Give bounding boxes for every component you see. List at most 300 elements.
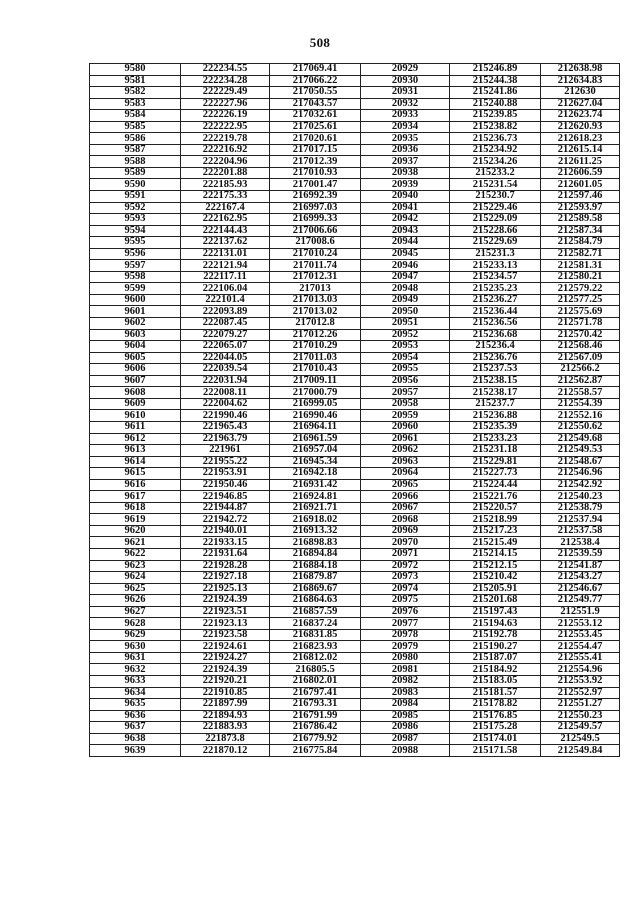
x-coordinate-cell: 215184.92 [450, 664, 541, 676]
point-id-cell: 20984 [361, 699, 450, 711]
table-row [90, 710, 620, 722]
y-coordinate-cell: 217012.8 [270, 318, 361, 330]
x-coordinate-cell: 222004.62 [181, 398, 270, 410]
y-coordinate-cell: 216957.04 [270, 445, 361, 457]
x-coordinate-cell: 222226.19 [181, 110, 270, 122]
table-row [90, 64, 620, 76]
point-id-cell: 9616 [90, 479, 181, 491]
point-id-cell: 20966 [361, 491, 450, 503]
point-id-cell: 20930 [361, 75, 450, 87]
x-coordinate-cell: 215210.42 [450, 572, 541, 584]
point-id-cell: 20949 [361, 294, 450, 306]
table-row [90, 641, 620, 653]
x-coordinate-cell: 215201.68 [450, 595, 541, 607]
point-id-cell: 9589 [90, 167, 181, 179]
point-id-cell: 20981 [361, 664, 450, 676]
y-coordinate-cell: 217050.55 [270, 87, 361, 99]
table-row [90, 491, 620, 503]
y-coordinate-cell: 216831.85 [270, 629, 361, 641]
table-row [90, 479, 620, 491]
point-id-cell: 9587 [90, 144, 181, 156]
point-id-cell: 20979 [361, 641, 450, 653]
point-id-cell: 20943 [361, 225, 450, 237]
y-coordinate-cell: 212546.67 [541, 583, 620, 595]
table-row [90, 214, 620, 226]
y-coordinate-cell: 217010.29 [270, 341, 361, 353]
y-coordinate-cell: 212551.27 [541, 699, 620, 711]
x-coordinate-cell: 221950.46 [181, 479, 270, 491]
point-id-cell: 9604 [90, 341, 181, 353]
y-coordinate-cell: 217069.41 [270, 64, 361, 76]
x-coordinate-cell: 215183.05 [450, 675, 541, 687]
x-coordinate-cell: 221924.39 [181, 664, 270, 676]
y-coordinate-cell: 216869.67 [270, 583, 361, 595]
point-id-cell: 9612 [90, 433, 181, 445]
y-coordinate-cell: 216779.92 [270, 733, 361, 745]
y-coordinate-cell: 212567.09 [541, 352, 620, 364]
x-coordinate-cell: 215238.15 [450, 375, 541, 387]
table-row [90, 306, 620, 318]
x-coordinate-cell: 215174.01 [450, 733, 541, 745]
y-coordinate-cell: 212568.46 [541, 341, 620, 353]
point-id-cell: 20969 [361, 525, 450, 537]
point-id-cell: 9626 [90, 595, 181, 607]
table-row [90, 456, 620, 468]
table-row [90, 629, 620, 641]
x-coordinate-cell: 215236.88 [450, 410, 541, 422]
x-coordinate-cell: 215244.38 [450, 75, 541, 87]
x-coordinate-cell: 222204.96 [181, 156, 270, 168]
y-coordinate-cell: 212548.67 [541, 456, 620, 468]
x-coordinate-cell: 215233.2 [450, 167, 541, 179]
x-coordinate-cell: 215229.09 [450, 214, 541, 226]
x-coordinate-cell: 221928.28 [181, 560, 270, 572]
point-id-cell: 20977 [361, 618, 450, 630]
x-coordinate-cell: 222039.54 [181, 364, 270, 376]
table-row [90, 583, 620, 595]
x-coordinate-cell: 222008.11 [181, 387, 270, 399]
x-coordinate-cell: 222101.4 [181, 294, 270, 306]
point-id-cell: 20946 [361, 260, 450, 272]
y-coordinate-cell: 217012.31 [270, 271, 361, 283]
x-coordinate-cell: 222219.78 [181, 133, 270, 145]
x-coordinate-cell: 222087.45 [181, 318, 270, 330]
x-coordinate-cell: 215233.23 [450, 433, 541, 445]
point-id-cell: 20934 [361, 121, 450, 133]
coordinate-table [89, 63, 620, 757]
x-coordinate-cell: 221933.15 [181, 537, 270, 549]
point-id-cell: 20980 [361, 652, 450, 664]
x-coordinate-cell: 222131.01 [181, 248, 270, 260]
point-id-cell: 9610 [90, 410, 181, 422]
point-id-cell: 20939 [361, 179, 450, 191]
x-coordinate-cell: 221924.27 [181, 652, 270, 664]
point-id-cell: 20936 [361, 144, 450, 156]
y-coordinate-cell: 216942.18 [270, 468, 361, 480]
point-id-cell: 9591 [90, 191, 181, 203]
table-row [90, 283, 620, 295]
y-coordinate-cell: 212584.79 [541, 237, 620, 249]
table-row [90, 618, 620, 630]
point-id-cell: 20932 [361, 98, 450, 110]
table-row [90, 87, 620, 99]
y-coordinate-cell: 216898.83 [270, 537, 361, 549]
table-row [90, 537, 620, 549]
x-coordinate-cell: 215241.86 [450, 87, 541, 99]
point-id-cell: 9608 [90, 387, 181, 399]
table-row [90, 375, 620, 387]
table-row [90, 387, 620, 399]
y-coordinate-cell: 212553.12 [541, 618, 620, 630]
x-coordinate-cell: 221955.22 [181, 456, 270, 468]
x-coordinate-cell: 215236.27 [450, 294, 541, 306]
y-coordinate-cell: 212539.59 [541, 548, 620, 560]
point-id-cell: 9614 [90, 456, 181, 468]
point-id-cell: 9632 [90, 664, 181, 676]
y-coordinate-cell: 212554.96 [541, 664, 620, 676]
x-coordinate-cell: 215234.57 [450, 271, 541, 283]
x-coordinate-cell: 221946.85 [181, 491, 270, 503]
x-coordinate-cell: 215229.69 [450, 237, 541, 249]
y-coordinate-cell: 216913.32 [270, 525, 361, 537]
x-coordinate-cell: 215239.85 [450, 110, 541, 122]
point-id-cell: 9634 [90, 687, 181, 699]
y-coordinate-cell: 212630 [541, 87, 620, 99]
y-coordinate-cell: 216823.93 [270, 641, 361, 653]
x-coordinate-cell: 222175.33 [181, 191, 270, 203]
table-row [90, 167, 620, 179]
x-coordinate-cell: 221944.87 [181, 502, 270, 514]
table-row [90, 595, 620, 607]
x-coordinate-cell: 215228.66 [450, 225, 541, 237]
point-id-cell: 9617 [90, 491, 181, 503]
x-coordinate-cell: 215229.46 [450, 202, 541, 214]
point-id-cell: 20959 [361, 410, 450, 422]
point-id-cell: 9594 [90, 225, 181, 237]
point-id-cell: 9598 [90, 271, 181, 283]
point-id-cell: 20942 [361, 214, 450, 226]
table-row [90, 237, 620, 249]
point-id-cell: 9588 [90, 156, 181, 168]
table-row [90, 514, 620, 526]
x-coordinate-cell: 221953.91 [181, 468, 270, 480]
x-coordinate-cell: 221927.18 [181, 572, 270, 584]
y-coordinate-cell: 212552.97 [541, 687, 620, 699]
y-coordinate-cell: 212615.14 [541, 144, 620, 156]
table-row [90, 745, 620, 757]
x-coordinate-cell: 215231.18 [450, 445, 541, 457]
point-id-cell: 9633 [90, 675, 181, 687]
x-coordinate-cell: 221924.61 [181, 641, 270, 653]
point-id-cell: 20956 [361, 375, 450, 387]
table-row [90, 398, 620, 410]
point-id-cell: 9581 [90, 75, 181, 87]
y-coordinate-cell: 216884.18 [270, 560, 361, 572]
x-coordinate-cell: 221942.72 [181, 514, 270, 526]
table-row [90, 664, 620, 676]
y-coordinate-cell: 212587.34 [541, 225, 620, 237]
x-coordinate-cell: 221894.93 [181, 710, 270, 722]
table-row [90, 652, 620, 664]
point-id-cell: 20948 [361, 283, 450, 295]
point-id-cell: 9590 [90, 179, 181, 191]
y-coordinate-cell: 212579.22 [541, 283, 620, 295]
point-id-cell: 20951 [361, 318, 450, 330]
y-coordinate-cell: 212549.77 [541, 595, 620, 607]
y-coordinate-cell: 212552.16 [541, 410, 620, 422]
y-coordinate-cell: 212627.04 [541, 98, 620, 110]
point-id-cell: 20941 [361, 202, 450, 214]
x-coordinate-cell: 221883.93 [181, 722, 270, 734]
point-id-cell: 20986 [361, 722, 450, 734]
x-coordinate-cell: 215235.39 [450, 421, 541, 433]
point-id-cell: 9585 [90, 121, 181, 133]
x-coordinate-cell: 221923.58 [181, 629, 270, 641]
x-coordinate-cell: 222185.93 [181, 179, 270, 191]
table-row [90, 722, 620, 734]
x-coordinate-cell: 222093.89 [181, 306, 270, 318]
table-row [90, 156, 620, 168]
point-id-cell: 20964 [361, 468, 450, 480]
y-coordinate-cell: 216786.42 [270, 722, 361, 734]
y-coordinate-cell: 216997.03 [270, 202, 361, 214]
y-coordinate-cell: 216797.41 [270, 687, 361, 699]
x-coordinate-cell: 215178.82 [450, 699, 541, 711]
y-coordinate-cell: 216999.05 [270, 398, 361, 410]
y-coordinate-cell: 216961.59 [270, 433, 361, 445]
x-coordinate-cell: 221940.01 [181, 525, 270, 537]
table-row [90, 75, 620, 87]
point-id-cell: 9606 [90, 364, 181, 376]
x-coordinate-cell: 215231.54 [450, 179, 541, 191]
x-coordinate-cell: 215229.81 [450, 456, 541, 468]
point-id-cell: 20935 [361, 133, 450, 145]
point-id-cell: 9593 [90, 214, 181, 226]
point-id-cell: 9603 [90, 329, 181, 341]
point-id-cell: 9615 [90, 468, 181, 480]
point-id-cell: 9595 [90, 237, 181, 249]
y-coordinate-cell: 216924.81 [270, 491, 361, 503]
y-coordinate-cell: 216921.71 [270, 502, 361, 514]
y-coordinate-cell: 217043.57 [270, 98, 361, 110]
x-coordinate-cell: 221923.13 [181, 618, 270, 630]
table-row [90, 341, 620, 353]
y-coordinate-cell: 212549.57 [541, 722, 620, 734]
y-coordinate-cell: 217000.79 [270, 387, 361, 399]
table-row [90, 364, 620, 376]
point-id-cell: 20975 [361, 595, 450, 607]
point-id-cell: 9584 [90, 110, 181, 122]
y-coordinate-cell: 217013.02 [270, 306, 361, 318]
point-id-cell: 9621 [90, 537, 181, 549]
x-coordinate-cell: 222234.28 [181, 75, 270, 87]
table-row [90, 433, 620, 445]
point-id-cell: 9586 [90, 133, 181, 145]
point-id-cell: 9580 [90, 64, 181, 76]
y-coordinate-cell: 216990.46 [270, 410, 361, 422]
y-coordinate-cell: 216793.31 [270, 699, 361, 711]
y-coordinate-cell: 216964.11 [270, 421, 361, 433]
point-id-cell: 9635 [90, 699, 181, 711]
point-id-cell: 9600 [90, 294, 181, 306]
point-id-cell: 20933 [361, 110, 450, 122]
x-coordinate-cell: 221963.79 [181, 433, 270, 445]
table-row [90, 606, 620, 618]
y-coordinate-cell: 212550.23 [541, 710, 620, 722]
x-coordinate-cell: 215236.4 [450, 341, 541, 353]
table-row [90, 445, 620, 457]
point-id-cell: 20983 [361, 687, 450, 699]
y-coordinate-cell: 212551.9 [541, 606, 620, 618]
y-coordinate-cell: 212620.93 [541, 121, 620, 133]
point-id-cell: 9613 [90, 445, 181, 457]
x-coordinate-cell: 215190.27 [450, 641, 541, 653]
y-coordinate-cell: 212589.58 [541, 214, 620, 226]
y-coordinate-cell: 212562.87 [541, 375, 620, 387]
x-coordinate-cell: 222117.11 [181, 271, 270, 283]
y-coordinate-cell: 212558.57 [541, 387, 620, 399]
y-coordinate-cell: 212554.39 [541, 398, 620, 410]
x-coordinate-cell: 215221.76 [450, 491, 541, 503]
point-id-cell: 20968 [361, 514, 450, 526]
x-coordinate-cell: 222065.07 [181, 341, 270, 353]
table-row [90, 202, 620, 214]
x-coordinate-cell: 215212.15 [450, 560, 541, 572]
point-id-cell: 20954 [361, 352, 450, 364]
y-coordinate-cell: 216864.63 [270, 595, 361, 607]
point-id-cell: 9631 [90, 652, 181, 664]
point-id-cell: 20958 [361, 398, 450, 410]
x-coordinate-cell: 215236.73 [450, 133, 541, 145]
y-coordinate-cell: 217012.39 [270, 156, 361, 168]
point-id-cell: 9628 [90, 618, 181, 630]
x-coordinate-cell: 215237.7 [450, 398, 541, 410]
y-coordinate-cell: 212575.69 [541, 306, 620, 318]
y-coordinate-cell: 217010.43 [270, 364, 361, 376]
y-coordinate-cell: 217006.66 [270, 225, 361, 237]
x-coordinate-cell: 222106.04 [181, 283, 270, 295]
y-coordinate-cell: 212581.31 [541, 260, 620, 272]
table-row [90, 687, 620, 699]
y-coordinate-cell: 216775.84 [270, 745, 361, 757]
x-coordinate-cell: 215187.07 [450, 652, 541, 664]
y-coordinate-cell: 212543.27 [541, 572, 620, 584]
point-id-cell: 9629 [90, 629, 181, 641]
y-coordinate-cell: 216931.42 [270, 479, 361, 491]
y-coordinate-cell: 212638.98 [541, 64, 620, 76]
y-coordinate-cell: 217025.61 [270, 121, 361, 133]
y-coordinate-cell: 212566.2 [541, 364, 620, 376]
x-coordinate-cell: 222144.43 [181, 225, 270, 237]
point-id-cell: 9639 [90, 745, 181, 757]
x-coordinate-cell: 215181.57 [450, 687, 541, 699]
point-id-cell: 9623 [90, 560, 181, 572]
table-row [90, 329, 620, 341]
table-row [90, 271, 620, 283]
y-coordinate-cell: 216802.01 [270, 675, 361, 687]
y-coordinate-cell: 216879.87 [270, 572, 361, 584]
x-coordinate-cell: 215220.57 [450, 502, 541, 514]
x-coordinate-cell: 222222.95 [181, 121, 270, 133]
point-id-cell: 9611 [90, 421, 181, 433]
x-coordinate-cell: 215230.7 [450, 191, 541, 203]
table-row [90, 352, 620, 364]
y-coordinate-cell: 212554.47 [541, 641, 620, 653]
x-coordinate-cell: 215238.17 [450, 387, 541, 399]
x-coordinate-cell: 221923.51 [181, 606, 270, 618]
x-coordinate-cell: 215246.89 [450, 64, 541, 76]
table-row [90, 98, 620, 110]
table-row [90, 548, 620, 560]
point-id-cell: 9583 [90, 98, 181, 110]
table-row [90, 560, 620, 572]
y-coordinate-cell: 212611.25 [541, 156, 620, 168]
point-id-cell: 9607 [90, 375, 181, 387]
y-coordinate-cell: 217020.61 [270, 133, 361, 145]
x-coordinate-cell: 222121.94 [181, 260, 270, 272]
y-coordinate-cell: 217011.03 [270, 352, 361, 364]
table-row [90, 733, 620, 745]
y-coordinate-cell: 212537.58 [541, 525, 620, 537]
point-id-cell: 20985 [361, 710, 450, 722]
point-id-cell: 9619 [90, 514, 181, 526]
page-number: 508 [309, 35, 331, 50]
point-id-cell: 9627 [90, 606, 181, 618]
y-coordinate-cell: 216918.02 [270, 514, 361, 526]
y-coordinate-cell: 212541.87 [541, 560, 620, 572]
point-id-cell: 9625 [90, 583, 181, 595]
y-coordinate-cell: 216945.34 [270, 456, 361, 468]
point-id-cell: 20972 [361, 560, 450, 572]
x-coordinate-cell: 215233.13 [450, 260, 541, 272]
y-coordinate-cell: 212537.94 [541, 514, 620, 526]
x-coordinate-cell: 215217.23 [450, 525, 541, 537]
x-coordinate-cell: 221925.13 [181, 583, 270, 595]
x-coordinate-cell: 215224.44 [450, 479, 541, 491]
point-id-cell: 20965 [361, 479, 450, 491]
x-coordinate-cell: 221873.8 [181, 733, 270, 745]
table-row [90, 294, 620, 306]
x-coordinate-cell: 215238.82 [450, 121, 541, 133]
y-coordinate-cell: 212606.59 [541, 167, 620, 179]
x-coordinate-cell: 215234.92 [450, 144, 541, 156]
x-coordinate-cell: 221965.43 [181, 421, 270, 433]
x-coordinate-cell: 221961 [181, 445, 270, 457]
y-coordinate-cell: 212597.46 [541, 191, 620, 203]
x-coordinate-cell: 221924.39 [181, 595, 270, 607]
y-coordinate-cell: 212549.5 [541, 733, 620, 745]
point-id-cell: 9582 [90, 87, 181, 99]
y-coordinate-cell: 212542.92 [541, 479, 620, 491]
table-row [90, 121, 620, 133]
x-coordinate-cell: 215218.99 [450, 514, 541, 526]
y-coordinate-cell: 212549.68 [541, 433, 620, 445]
x-coordinate-cell: 221910.85 [181, 687, 270, 699]
x-coordinate-cell: 222044.05 [181, 352, 270, 364]
table-row [90, 468, 620, 480]
table-row [90, 191, 620, 203]
y-coordinate-cell: 212618.23 [541, 133, 620, 145]
point-id-cell: 20987 [361, 733, 450, 745]
table-row [90, 410, 620, 422]
y-coordinate-cell: 212538.4 [541, 537, 620, 549]
point-id-cell: 9624 [90, 572, 181, 584]
y-coordinate-cell: 216857.59 [270, 606, 361, 618]
point-id-cell: 20950 [361, 306, 450, 318]
x-coordinate-cell: 215236.44 [450, 306, 541, 318]
y-coordinate-cell: 217008.6 [270, 237, 361, 249]
point-id-cell: 20937 [361, 156, 450, 168]
